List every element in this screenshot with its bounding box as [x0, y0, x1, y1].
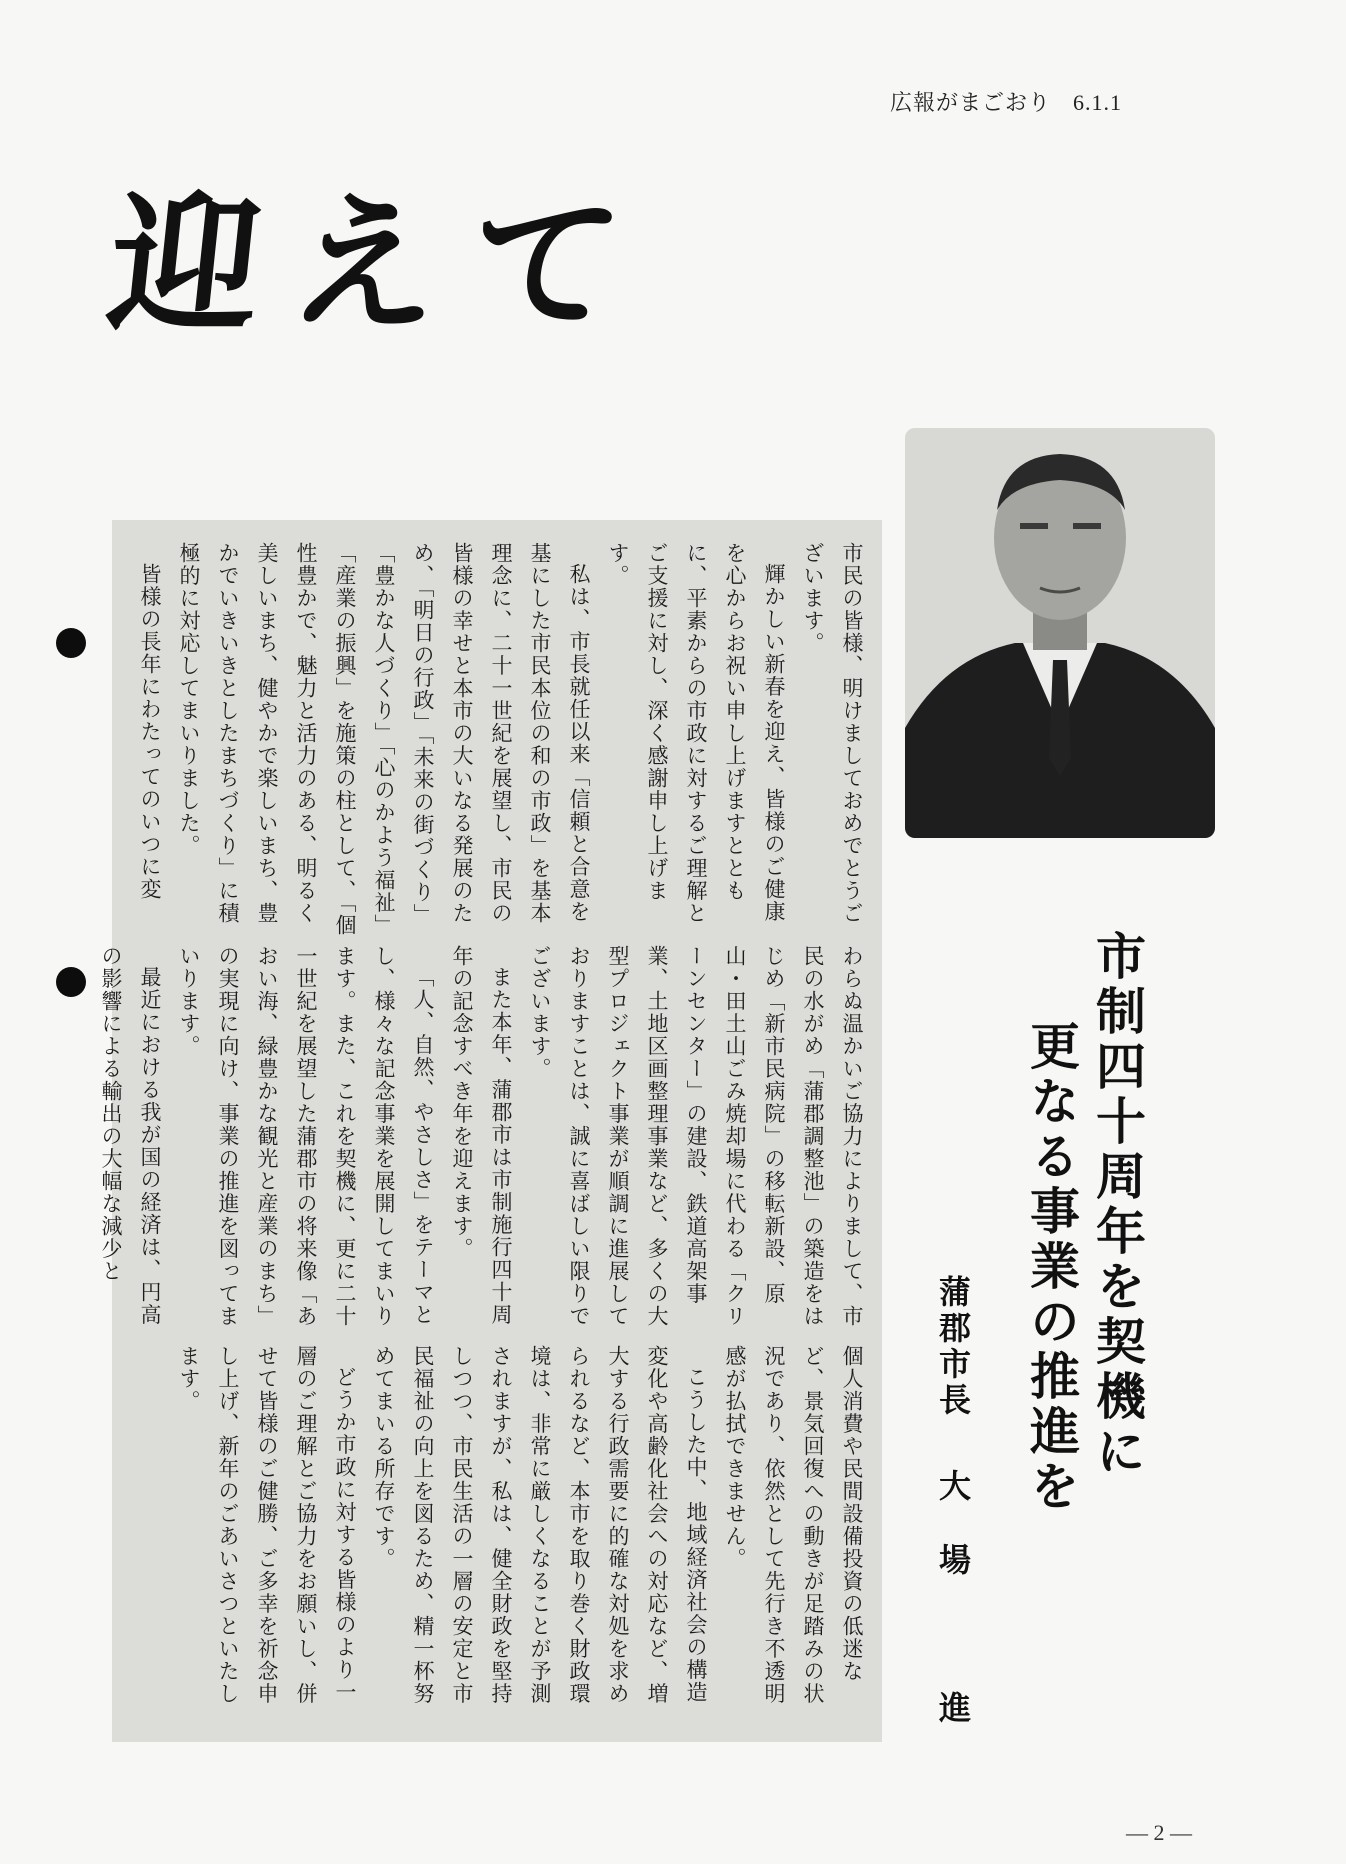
headline-line-2: 更なる事業の推進を	[1022, 1020, 1081, 1515]
page-number: — 2 —	[1126, 1820, 1192, 1845]
paragraph: 「人、自然、やさしさ」をテーマとし、様々な記念事業を展開してまいります。また、これを契機に、更に二十一世紀を展望した蒲郡市の将来像「あおい海、緑豊かな観光と産業のまち」の実現に向け、事業の推進を図ってまいります。	[177, 945, 435, 1328]
headline-line-1: 市制四十周年を契機に	[1088, 930, 1147, 1480]
paragraph: 皆様の長年にわたってのいつに変	[138, 563, 162, 901]
mayor-portrait-photo	[905, 428, 1215, 838]
article-body-lower	[169, 1345, 871, 1725]
paragraph: 私は、市長就任以来「信頼と合意を基にした市民本位の和の市政」を基本理念に、二十一世紀を展望し、市民の皆様の幸せと本市の大いなる発展のため、「明日の行政」「未来の街づくり」「豊かな人づくり」「心のかよう福祉」「産業の振興」を施策の柱として、「個性豊かで、魅力と活力のある、明るく美しいまち、健やかで楽しいまち、豊かでいきいきとしたまちづくり」に積極的に対応してまいりました。	[177, 542, 591, 937]
paragraph: わらぬ温かいご協力によりまして、市民の水がめ「蒲郡調整池」の築造をはじめ「新市民病院」の移転新設、原山・田土山ごみ焼却場に代わる「クリーンセンター」の建設、鉄道高架事業、土地区画整理事業など、多くの大型プロジェクト事業が順調に進展しておりますことは、誠に喜ばしい限りでございます。	[528, 945, 864, 1328]
publication-name: 広報がまごおり	[890, 91, 1052, 116]
author-role: 蒲郡市長	[934, 1275, 972, 1419]
paragraph: 輝かしい新春を迎え、皆様のご健康を心からお祝い申し上げますとともに、平素からの市政に対するご理解とご支援に対し、深く感謝申し上げます。	[606, 542, 786, 925]
article-body-middle	[91, 945, 871, 1345]
publication-date: 6.1.1	[1073, 90, 1123, 115]
paragraph: 個人消費や民間設備投資の低迷など、景気回復への動きが足踏みの状況であり、依然として先行き不透明感が払拭できません。	[723, 1345, 864, 1705]
paragraph: こうした中、地域経済社会の構造変化や高齢化社会への対応など、増大する行政需要に的確な対処を求められるなど、本市を取り巻く財政環境は、非常に厳しくなることが予測されますが、私は、健全財政を堅持しつつ、市民生活の一層の安定と市民福祉の向上を図るため、精一杯努めてまいる所存です。	[372, 1345, 708, 1705]
paragraph: どうか市政に対する皆様のより一層のご理解とご協力をお願いし、併せて皆様のご健勝、ご多幸を祈念申し上げ、新年のごあいさつといたします。	[177, 1345, 357, 1705]
page-title: 迎えて	[100, 177, 660, 353]
article-body-upper	[130, 542, 871, 942]
publication-header	[890, 86, 1122, 117]
author-name: 大場 進	[934, 1469, 972, 1765]
portrait-illustration	[905, 428, 1215, 838]
paragraph: 最近における我が国の経済は、円高の影響による輸出の大幅な減少と	[99, 945, 162, 1326]
binder-hole-marker-top	[56, 628, 86, 658]
paragraph: 市民の皆様、明けましておめでとうございます。	[801, 542, 864, 925]
author-byline	[930, 1275, 976, 1765]
binder-hole-marker-bottom	[56, 967, 86, 997]
article-headline	[1018, 930, 1150, 1515]
paragraph: また本年、蒲郡市は市制施行四十周年の記念すべき年を迎えます。	[450, 945, 513, 1326]
